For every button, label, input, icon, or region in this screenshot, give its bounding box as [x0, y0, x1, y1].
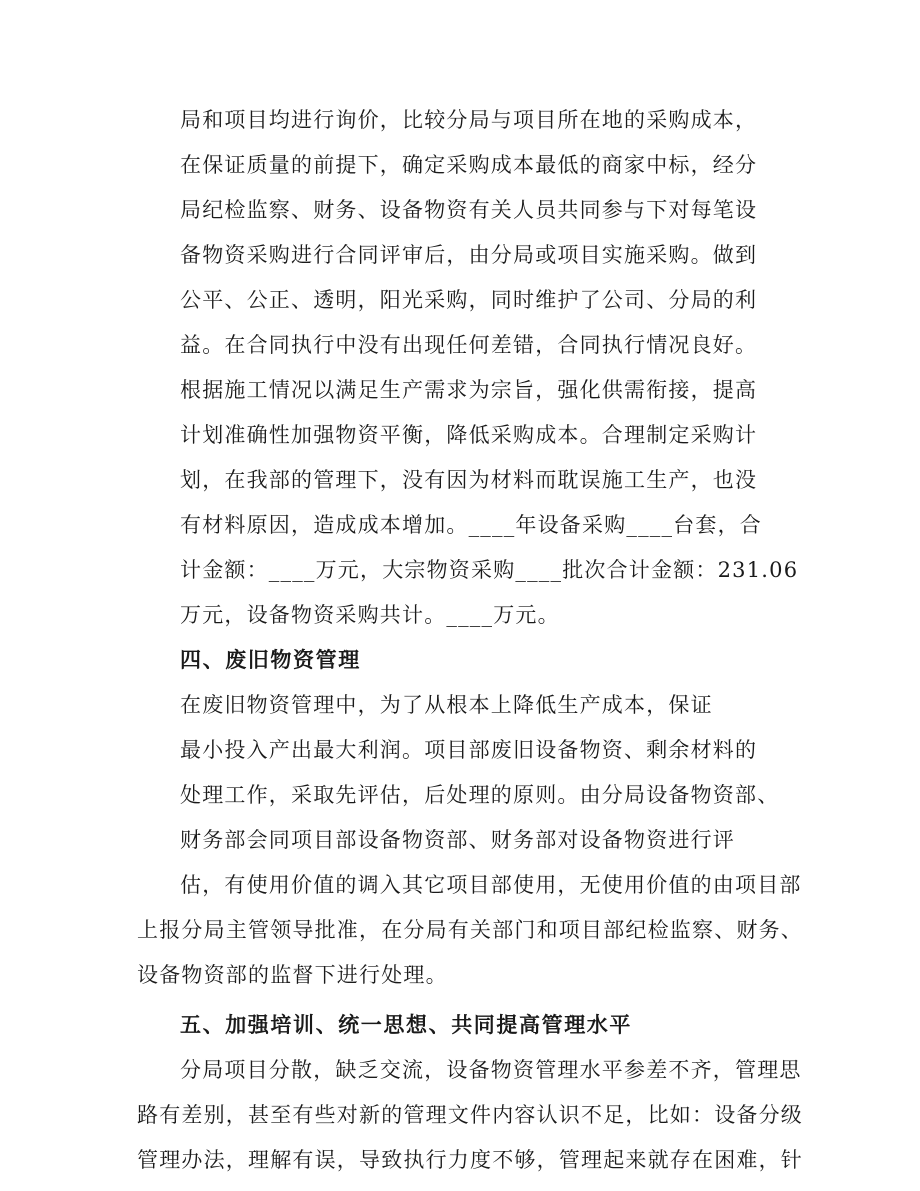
paragraph-line: 处理工作，采取先评估，后处理的原则。由分局设备物资部、	[180, 783, 780, 807]
paragraph-line: 在保证质量的前提下，确定采购成本最低的商家中标，经分	[180, 153, 758, 177]
paragraph-line: 益。在合同执行中没有出现任何差错，合同执行情况良好。	[180, 333, 758, 357]
paragraph-line: 计金额：____万元，大宗物资采购____批次合计金额：231.06	[180, 558, 799, 582]
section-heading-4: 四、废旧物资管理	[180, 647, 361, 672]
paragraph-line: 公平、公正、透明，阳光采购，同时维护了公司、分局的利	[180, 288, 758, 312]
paragraph-line: 划，在我部的管理下，没有因为材料而耽误施工生产，也没	[180, 468, 758, 492]
paragraph-line: 路有差别，甚至有些对新的管理文件内容认识不足，比如：设备分级	[137, 1103, 803, 1127]
paragraph-line: 在废旧物资管理中，为了从根本上降低生产成本，保证	[180, 693, 713, 717]
paragraph-line: 备物资采购进行合同评审后，由分局或项目实施采购。做到	[180, 243, 758, 267]
paragraph-line: 上报分局主管领导批准，在分局有关部门和项目部纪检监察、财务、	[137, 918, 803, 942]
paragraph-line: 根据施工情况以满足生产需求为宗旨，强化供需衔接，提高	[180, 378, 758, 402]
section-heading-5: 五、加强培训、统一思想、共同提高管理水平	[180, 1012, 632, 1037]
paragraph-line: 局和项目均进行询价，比较分局与项目所在地的采购成本，	[180, 108, 758, 132]
paragraph-line: 估，有使用价值的调入其它项目部使用，无使用价值的由项目部	[180, 873, 802, 897]
paragraph-line: 计划准确性加强物资平衡，降低采购成本。合理制定采购计	[180, 423, 758, 447]
paragraph-line: 有材料原因，造成成本增加。____年设备采购____台套，合	[180, 513, 762, 537]
paragraph-line: 设备物资部的监督下进行处理。	[137, 963, 448, 987]
paragraph-line: 万元，设备物资采购共计。____万元。	[180, 603, 560, 627]
paragraph-line: 财务部会同项目部设备物资部、财务部对设备物资进行评	[180, 828, 735, 852]
paragraph-line: 分局项目分散，缺乏交流，设备物资管理水平参差不齐，管理思	[180, 1058, 802, 1082]
paragraph-line: 管理办法，理解有误，导致执行力度不够，管理起来就存在困难，针	[137, 1148, 803, 1172]
paragraph-line: 局纪检监察、财务、设备物资有关人员共同参与下对每笔设	[180, 198, 758, 222]
paragraph-line: 最小投入产出最大利润。项目部废旧设备物资、剩余材料的	[180, 738, 758, 762]
